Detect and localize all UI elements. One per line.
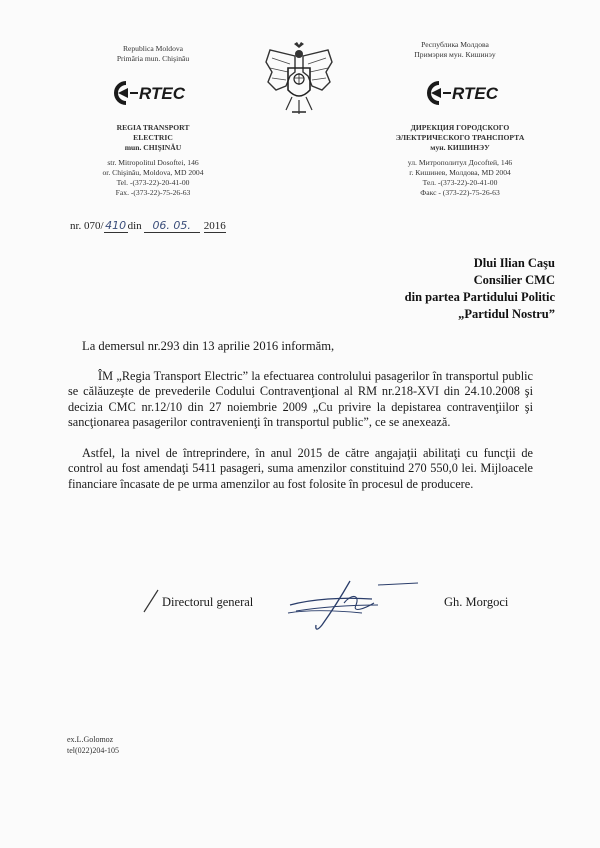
signature-slash: [140, 588, 162, 614]
left-phone: Tel. -(373-22)-20-41-00: [116, 178, 190, 187]
right-org-line3: мун. КИШИНЭУ: [430, 143, 490, 152]
right-country: Республика Молдова: [421, 40, 489, 49]
left-header: [88, 44, 218, 64]
executor-name: ex.L.Golomoz: [67, 735, 114, 744]
right-contacts: [375, 158, 545, 198]
paragraph-2: Astfel, la nivel de întreprindere, în anul 2015 de către angajaţii abilitaţi cu funcţii de control au fost amendaţi 5411 pasageri, suma amenzilor constituind 270 550,0 lei. Mijloacele financiare încasate de pe urma amenzilor au fost folosite în procesul de producere.: [68, 446, 533, 491]
right-header: [380, 40, 530, 60]
reference-line: [70, 219, 260, 237]
right-fax: Факс - (373-22)-75-26-63: [420, 188, 500, 197]
slash-mark-icon: [140, 588, 162, 614]
reference-number-handwritten: 410: [105, 219, 127, 232]
addressee-party-name: „Partidul Nostru”: [458, 307, 555, 321]
right-municipality: Примэрия мун. Кишинэу: [414, 50, 496, 59]
executor-phone: tel(022)204-105: [67, 746, 119, 755]
addressee-block: [300, 255, 555, 323]
right-logo-text: RTEC: [452, 84, 498, 103]
right-org-line1: ДИРЕКЦИЯ ГОРОДСКОГО: [410, 123, 510, 132]
right-rtec-logo: [425, 80, 505, 106]
handwritten-signature: [282, 575, 422, 635]
right-phone: Тел. -(373-22)-20-41-00: [422, 178, 498, 187]
left-org-name: [88, 123, 218, 153]
signatory-title: Directorul general: [162, 595, 254, 609]
addressee-name: Dlui Ilian Caşu: [473, 256, 555, 270]
left-fax: Fax. -(373-22)-75-26-63: [115, 188, 191, 197]
paragraph-1: ÎM „Regia Transport Electric” la efectuarea controlului pasagerilor în transportul public se călăuzeşte de prevederile Codului Contravenţional al RM nr.218-XVI din 24.10.2008 şi decizia CMC nr.12/10 din 27 noiembrie 2009 „Cu privire la depistarea contravenţiilor şi sancţionarea pasagerilor contravenienţi în transportul public”, ce se anexează.: [68, 369, 533, 430]
reference-number-label: nr. 070/: [70, 220, 104, 232]
left-country: Republica Moldova: [122, 44, 184, 53]
executor-info: [67, 734, 119, 756]
left-municipality: Primăria mun. Chişinău: [116, 54, 190, 63]
coat-of-arms-icon: [264, 42, 334, 120]
signatory-name: Gh. Morgoci: [444, 595, 509, 609]
left-org-line3: mun. CHIŞINĂU: [124, 143, 182, 152]
left-contacts: [78, 158, 228, 198]
left-org-line2: ELECTRIC: [133, 133, 173, 142]
intro-line: La demersul nr.293 din 13 aprilie 2016 informăm,: [82, 339, 335, 353]
signature-icon: [282, 575, 422, 635]
addressee-position: Consilier CMC: [473, 273, 555, 287]
coat-of-arms: [264, 42, 334, 120]
right-address-city: г. Кишинев, Молдова, MD 2004: [409, 168, 511, 177]
left-address-street: str. Mitropolitul Dosoftei, 146: [107, 158, 199, 167]
right-org-line2: ЭЛЕКТРИЧЕСКОГО ТРАНСПОРТА: [395, 133, 525, 142]
reference-date-handwritten: 06. 05.: [144, 219, 200, 233]
left-logo-text: RTEC: [139, 84, 185, 103]
reference-year: 2016: [203, 220, 226, 232]
left-rtec-logo: [112, 80, 192, 106]
addressee-party-line: din partea Partidului Politic: [404, 290, 555, 304]
rtec-logo-icon: [112, 80, 192, 106]
right-org-name: [375, 123, 545, 153]
right-address-street: ул. Митрополитул Досоftей, 146: [407, 158, 513, 167]
reference-din-label: din: [127, 220, 142, 232]
left-address-city: or. Chişinău, Moldova, MD 2004: [102, 168, 204, 177]
left-org-line1: REGIA TRANSPORT: [116, 123, 190, 132]
rtec-logo-icon-right: [425, 80, 505, 106]
